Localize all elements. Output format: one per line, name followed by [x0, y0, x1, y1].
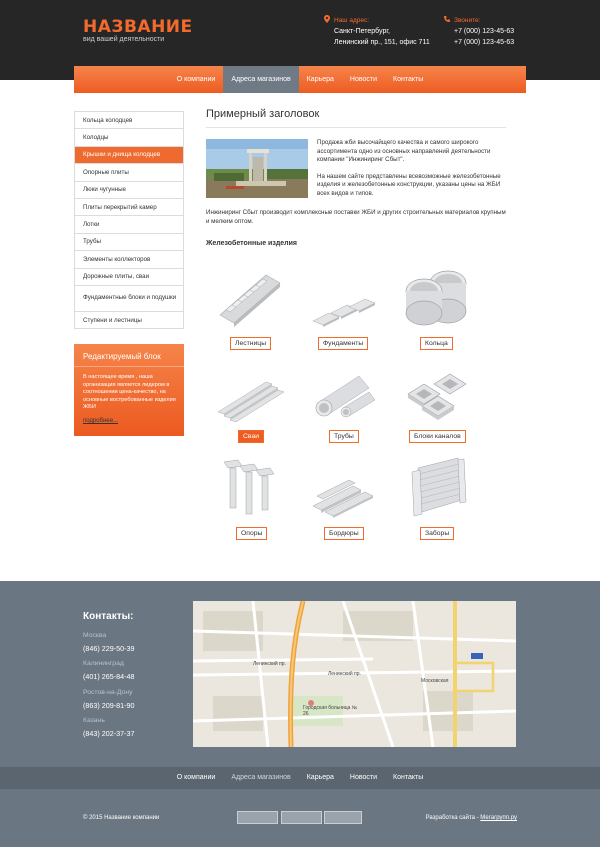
product-curbs-label[interactable]: Бордюры — [324, 527, 364, 540]
intro-paragraph-2: На нашем сайте представлены всевозможные железобетонные изделия и железобетонные конструкции, указаны цены на ЖБИ всех видов и типов. — [317, 172, 501, 197]
main-nav — [74, 66, 526, 93]
product-piles-label[interactable]: Сваи — [238, 430, 264, 443]
promo-more-link[interactable]: подробнее... — [83, 418, 119, 424]
phone-block — [454, 15, 514, 48]
address-line-1: Санкт-Петербург, — [334, 28, 390, 35]
nav-career[interactable]: Карьера — [306, 76, 334, 83]
phone-icon — [444, 15, 450, 23]
developer-credit — [426, 815, 517, 821]
logo-subtitle: вид вашей деятельности — [83, 36, 165, 43]
city-phone[interactable]: (863) 209-81-90 — [83, 701, 135, 710]
map-label: Ленинский пр. — [328, 671, 361, 677]
sidebar-item-covers[interactable]: Крышки и днища колодцев — [75, 147, 183, 164]
location-map[interactable] — [193, 601, 516, 747]
page-title: Примерный заголовок — [206, 108, 320, 120]
sidebar-item-foundation-blocks[interactable]: Фундаментные блоки и подушки — [75, 286, 183, 312]
sidebar-item-support-plates[interactable]: Опорные плиты — [75, 164, 183, 181]
phone-number-1[interactable]: +7 (000) 123-45-63 — [454, 28, 515, 35]
sidebar-item-wells[interactable]: Колодцы — [75, 129, 183, 146]
city-phone[interactable]: (401) 265-84-48 — [83, 672, 135, 681]
counter-badge-1[interactable] — [237, 811, 278, 824]
sidebar-item-hatches[interactable]: Люки чугунные — [75, 182, 183, 199]
sidebar-item-steps[interactable]: Ступени и лестницы — [75, 312, 183, 329]
product-stairs-label[interactable]: Лестницы — [230, 337, 271, 350]
sidebar-item-road-plates[interactable]: Дорожные плиты, сваи — [75, 269, 183, 286]
foundation-icon[interactable] — [309, 267, 379, 329]
fences-icon[interactable] — [402, 456, 472, 518]
logo-title[interactable]: НАЗВАНИЕ — [83, 17, 193, 37]
sidebar-item-pipes[interactable]: Трубы — [75, 234, 183, 251]
city-phone[interactable]: (843) 202-37-37 — [83, 729, 135, 738]
city-name: Казань — [83, 717, 105, 724]
promo-title: Редактируемый блок — [83, 352, 161, 361]
footer-nav-career[interactable]: Карьера — [306, 774, 334, 781]
address-label: Наш адрес: — [334, 17, 370, 24]
sidebar-item-trays[interactable]: Лотки — [75, 216, 183, 233]
rings-icon[interactable] — [402, 267, 472, 329]
product-pipes-label[interactable]: Трубы — [329, 430, 359, 443]
developer-label: Разработка сайта - — [425, 815, 481, 821]
product-foundation-label[interactable]: Фундаменты — [318, 337, 368, 350]
counter-badge-3[interactable] — [324, 811, 362, 824]
footer-nav — [0, 767, 600, 789]
piles-icon[interactable] — [216, 362, 286, 424]
counter-badge-2[interactable] — [281, 811, 322, 824]
footer-nav-news[interactable]: Новости — [349, 774, 378, 781]
title-divider — [206, 127, 506, 128]
product-rings-label[interactable]: Кольца — [420, 337, 453, 350]
city-name: Москва — [83, 632, 107, 639]
map-label: Ленинский пр. — [253, 661, 286, 667]
nav-about[interactable]: О компании — [176, 76, 216, 83]
nav-contacts[interactable]: Контакты — [393, 76, 424, 83]
developer-link[interactable]: Мегагрупп.ру — [480, 815, 517, 821]
intro-text — [317, 139, 507, 206]
promo-divider — [74, 366, 184, 367]
supports-icon[interactable] — [216, 456, 286, 518]
product-channel-blocks-label[interactable]: Блоки каналов — [409, 430, 466, 443]
footer-nav-store-addresses[interactable]: Адреса магазинов — [231, 774, 291, 781]
city-name: Калининград — [83, 660, 124, 667]
product-fences-label[interactable]: Заборы — [420, 527, 454, 540]
sidebar-item-rings[interactable]: Кольца колодцев — [75, 112, 183, 129]
address-line-2: Ленинский пр., 151, офис 711 — [334, 39, 430, 46]
curbs-icon[interactable] — [309, 456, 379, 518]
intro-paragraph-1: Продажа жби высочайщего качества и самого широкого ассортимента одно из основных направлений деятельности компании "Инжиниринг Сбыт". — [317, 139, 491, 163]
map-label: Московская — [421, 678, 449, 684]
intro-paragraph-3: Инжиниринг Сбыт производит комплексные поставки ЖБИ и других строительных материалов крупным и мелким оптом. — [206, 209, 506, 225]
phone-number-2[interactable]: +7 (000) 123-45-63 — [454, 39, 515, 46]
sidebar-item-collectors[interactable]: Элементы коллекторов — [75, 251, 183, 268]
channel-blocks-icon[interactable] — [402, 362, 472, 424]
map-label: Городская больница № 26 — [303, 705, 358, 717]
products-heading: Железобетонные изделия — [206, 240, 298, 247]
promo-text: В настоящее время , наша организация является лидером в соотношении цена-качество, на основные востребованные изделия ЖБИ — [83, 374, 176, 411]
nav-news[interactable]: Новости — [349, 76, 378, 83]
construction-photo — [206, 139, 308, 198]
pipes-icon[interactable] — [309, 362, 379, 424]
product-supports-label[interactable]: Опоры — [236, 527, 267, 540]
contacts-heading: Контакты: — [83, 611, 134, 622]
phone-label: Звоните: — [454, 17, 481, 24]
footer-nav-about[interactable]: О компании — [176, 774, 216, 781]
footer-nav-contacts[interactable]: Контакты — [393, 774, 424, 781]
city-phone[interactable]: (846) 229-50-39 — [83, 644, 135, 653]
city-name: Ростов-на-Дону — [83, 689, 133, 696]
category-sidebar — [74, 111, 184, 329]
stairs-icon[interactable] — [216, 267, 286, 329]
copyright: © 2015 Название компании — [83, 815, 160, 821]
sidebar-item-slabs[interactable]: Плиты перекрытий камер — [75, 199, 183, 216]
nav-store-addresses[interactable]: Адреса магазинов — [223, 66, 298, 93]
location-pin-icon — [324, 15, 330, 23]
address-block — [334, 15, 430, 48]
